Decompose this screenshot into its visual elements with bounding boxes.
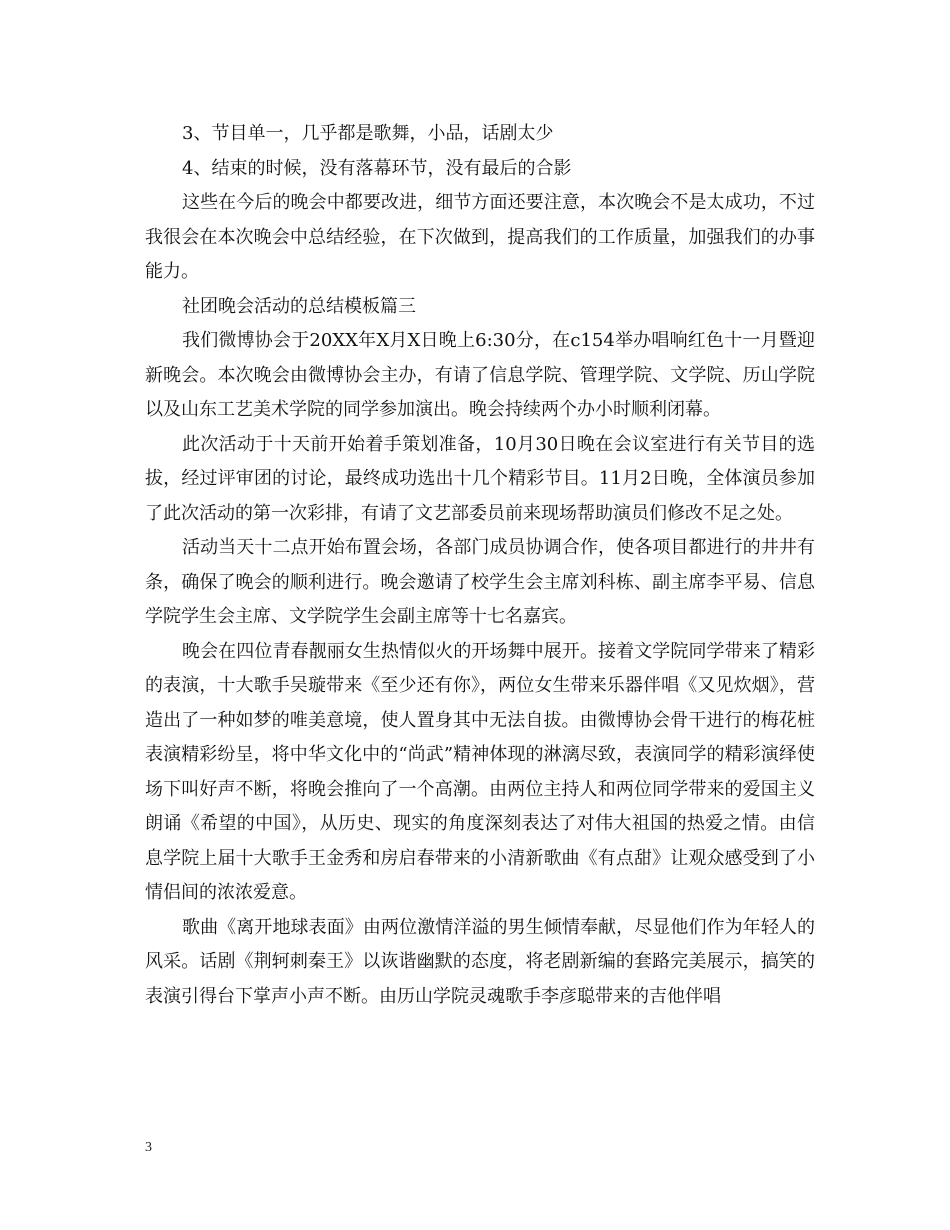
paragraph-6: 此次活动于十天前开始着手策划准备，10月30日晚在会议室进行有关节目的选拔，经过评审团的讨论，最终成功选出十几个精彩节目。11月2日晚，全体演员参加了此次活动的第一次彩排，有请了文艺部委员前来现场帮助演员们修改不足之处。 [145, 433, 815, 524]
paragraph-5: 我们微博协会于20XX年X月X日晚上6:30分，在c154举办唱响红色十一月暨迎新晚会。本次晚会由微博协会主办，有请了信息学院、管理学院、文学院、历山学院以及山东工艺美术学院的同学参加演出。晚会持续两个办小时顺利闭幕。 [145, 330, 815, 420]
paragraph-3: 这些在今后的晚会中都要改进，细节方面还要注意，本次晚会不是太成功，不过我很会在本次晚会中总结经验，在下次做到，提高我们的工作质量，加强我们的办事能力。 [145, 192, 815, 282]
section-heading: 社团晚会活动的总结模板篇三 [182, 295, 416, 317]
paragraph-2: 4、结束的时候，没有落幕环节，没有最后的合影 [182, 157, 572, 179]
page-number: 3 [145, 1140, 152, 1155]
paragraph-7: 活动当天十二点开始布置会场，各部门成员协调合作，使各项目都进行的井井有条，确保了晚会的顺利进行。晚会邀请了校学生会主席刘科栋、副主席李平易、信息学院学生会主席、文学院学生会副主席等十七名嘉宾。 [145, 537, 815, 627]
document-body [145, 117, 815, 1014]
paragraph-8: 晚会在四位青春靓丽女生热情似火的开场舞中展开。接着文学院同学带来了精彩的表演，十大歌手吴璇带来《至少还有你》，两位女生带来乐器伴唱《又见炊烟》，营造出了一种如梦的唯美意境，使人置身其中无法自拔。由微博协会骨干进行的梅花桩表演精彩纷呈，将中华文化中的“尚武”精神体现的淋漓尽致，表演同学的精彩演绎使场下叫好声不断，将晚会推向了一个高潮。由两位主持人和两位同学带来的爱国主义朗诵《希望的中国》，从历史、现实的角度深刻表达了对伟大祖国的热爱之情。由信息学院上届十大歌手王金秀和房启春带来的小清新歌曲《有点甜》让观众感受到了小情侣间的浓浓爱意。 [145, 640, 815, 903]
paragraph-1: 3、节目单一，几乎都是歌舞，小品，话剧太少 [182, 123, 554, 144]
paragraph-9: 歌曲《离开地球表面》由两位激情洋溢的男生倾情奉献，尽显他们作为年轻人的风采。话剧《荆轲刺秦王》以诙谐幽默的态度，将老剧新编的套路完美展示，搞笑的表演引得台下掌声小声不断。由历山学院灵魂歌手李彦聪带来的吉他伴唱 [145, 916, 815, 1007]
